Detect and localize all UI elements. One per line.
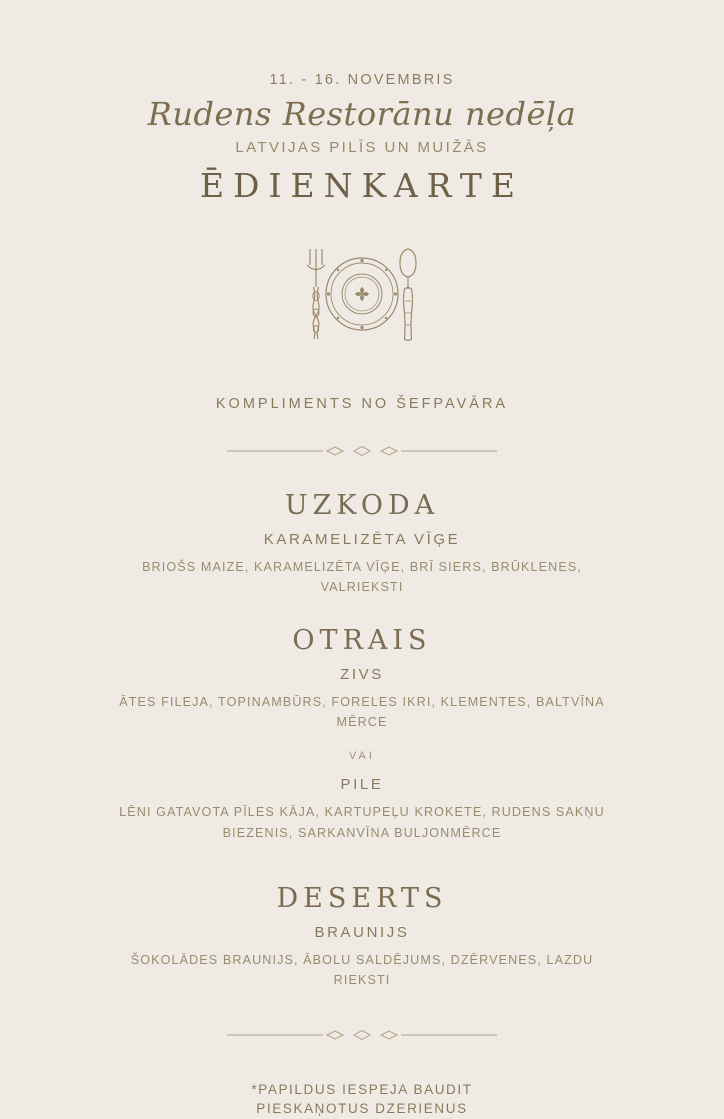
dish-name: PILE (340, 776, 384, 794)
footnote-line-2: PIESKAŅOTUS DZERIENUS (256, 1101, 468, 1117)
ornament-divider-bottom (227, 1028, 497, 1046)
course-otrais (102, 615, 622, 847)
event-title: Rudens Restorānu nedēļa (147, 95, 577, 133)
event-subtitle: LATVIJAS PILĪS UN MUIŽĀS (235, 138, 489, 156)
menu-header (148, 72, 576, 211)
dish-description: ĀTES FILEJA, TOPINAMBŪRS, FORELES IKRI, KLEMENTES, BALTVĪNA MĒRCE (119, 695, 605, 730)
fork-icon (307, 249, 325, 339)
chef-compliments: KOMPLIMENTS NO ŠEFPAVĀRA (215, 395, 509, 412)
course-title: UZKODA (284, 489, 440, 521)
dish-name: ZIVS (340, 666, 384, 684)
dish-description: LĒNI GATAVOTA PĪLES KĀJA, KARTUPEĻU KROKETE, RUDENS SAKŅU BIEZENIS, SARKANVĪNA BULJONMĒRCE (119, 805, 605, 840)
ornament-divider-top (227, 444, 497, 462)
knife-icon (400, 249, 416, 341)
dish-name: KARAMELIZĒTA VĪĢE (263, 530, 461, 548)
course-deserts (102, 873, 622, 994)
plate-fork-knife-icon (282, 239, 442, 354)
plate-icon (326, 258, 398, 330)
event-dates: 11. - 16. NOVEMBRIS (269, 72, 455, 88)
footnote (251, 1080, 472, 1119)
dish-description: ŠOKOLĀDES BRAUNIJS, ĀBOLU SALDĒJUMS, DZĒRVENES, LAZDU RIEKSTI (130, 952, 594, 987)
course-separator: VAI (349, 750, 375, 763)
footnote-line-1: *PAPILDUS IESPEJA BAUDIT (251, 1081, 473, 1097)
page-title: ĒDIENKARTE (199, 165, 525, 205)
dish-description: BRIOŠS MAIZE, KARAMELIZĒTA VĪĢE, BRĪ SIERS, BRŪKLENES, VALRIEKSTI (142, 559, 582, 594)
course-uzkoda (102, 480, 622, 601)
course-title: DESERTS (276, 882, 448, 914)
dish-name: BRAUNIJS (314, 923, 410, 941)
course-title: OTRAIS (292, 625, 432, 657)
